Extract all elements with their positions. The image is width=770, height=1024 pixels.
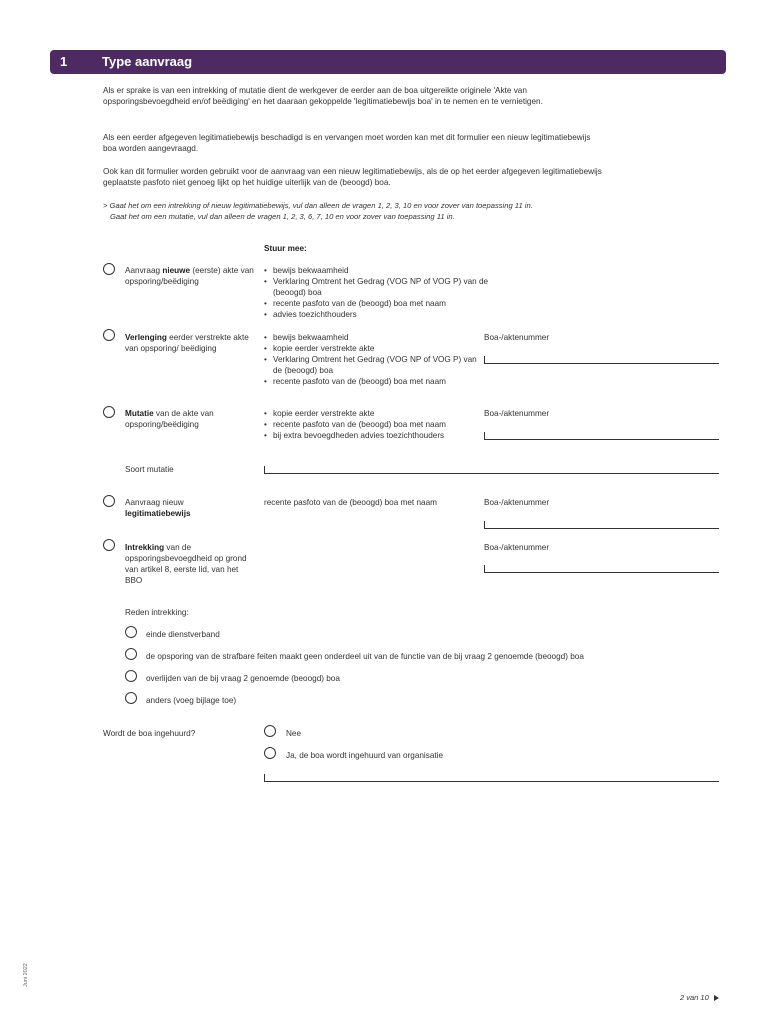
intro-paragraph-1: Als er sprake is van een intrekking of mutatie dient de werkgever de eerder aan de boa uitgereikte originele 'Akte van opsporingsbevoegdheid en/of beëdiging' en het daaraan gekoppelde 'legitimatiebewijs boa' in te nemen en te vernietigen. (103, 86, 543, 106)
radio-mutatie[interactable] (103, 406, 115, 418)
reden-option-label: overlijden van de bij vraag 2 genoemde (beoogd) boa (146, 674, 340, 683)
nieuwe-checklist (264, 265, 504, 320)
verlenging-checklist (264, 332, 479, 387)
option-nieuwe-bold: nieuwe (162, 266, 191, 275)
list-item: • recente pasfoto van de (beoogd) boa met naam (264, 376, 479, 387)
intrekking-aktenummer-field[interactable] (484, 565, 719, 573)
option-verlenging-label (125, 332, 253, 354)
verlenging-aktenummer-label: Boa-/aktenummer (484, 333, 550, 342)
option-verlenging-bold: Verlenging (125, 333, 167, 342)
legitimatie-aktenummer-field[interactable] (484, 521, 719, 529)
option-intrekking-bold: Intrekking (125, 543, 165, 552)
radio-nieuwe-akte[interactable] (103, 263, 115, 275)
option-nieuwe-label (125, 265, 260, 287)
ingehuurd-question: Wordt de boa ingehuurd? (103, 729, 196, 738)
option-intrekking-post: van de opsporingsbevoegdheid op grond van artikel 8, eerste lid, van het BBO (125, 543, 247, 585)
reden-option-label: anders (voeg bijlage toe) (146, 696, 237, 705)
option-legitimatie-bold: legitimatiebewijs (125, 509, 191, 518)
soort-mutatie-field[interactable] (264, 466, 719, 474)
option-legitimatie-pre: Aanvraag nieuw (125, 498, 184, 507)
option-verlenging-post: eerder verstrekte akte van opsporing/ beëdiging (125, 333, 249, 353)
side-date: Juni 2022 (23, 963, 29, 987)
radio-reden-overlijden[interactable] (125, 670, 137, 682)
list-item: • kopie eerder verstrekte akte (264, 343, 479, 354)
section-number: 1 (60, 54, 68, 69)
option-nieuwe-post: (eerste) akte van opsporing/beëdiging (125, 266, 254, 286)
list-item: • kopie eerder verstrekte akte (264, 408, 479, 419)
page-number-text: 2 van 10 (680, 993, 709, 1002)
intro-note-1: > Gaat het om een intrekking of nieuw legitimatiebewijs, vul dan alleen de vragen 1, 2, 3, 10 en voor zover van toepassing 11 in. (103, 201, 533, 210)
radio-ingehuurd-nee[interactable] (264, 725, 276, 737)
radio-verlenging[interactable] (103, 329, 115, 341)
next-page-arrow-icon (714, 995, 719, 1001)
mutatie-checklist (264, 408, 479, 441)
legitimatie-stuur-mee: recente pasfoto van de (beoogd) boa met naam (264, 498, 437, 507)
option-legitimatie-label (125, 497, 260, 519)
list-item: • Verklaring Omtrent het Gedrag (VOG NP of VOG P) van de (beoogd) boa (264, 276, 504, 298)
mutatie-aktenummer-field[interactable] (484, 432, 719, 440)
intrekking-aktenummer-label: Boa-/aktenummer (484, 543, 550, 552)
ingehuurd-ja-label: Ja, de boa wordt ingehuurd van organisatie (286, 751, 444, 760)
option-nieuwe-pre: Aanvraag (125, 266, 163, 275)
intro-paragraph-2: Als een eerder afgegeven legitimatiebewijs beschadigd is en vervangen moet worden kan met dit formulier een nieuw legitimatiebewijs boa worden aangevraagd. (103, 133, 591, 153)
intro-paragraph-3: Ook kan dit formulier worden gebruikt voor de aanvraag van een nieuw legitimatiebewijs, als de op het eerder afgegeven legitimatiebewijs geplaatste pasfoto niet genoeg lijkt op het huidige uiterlijk van de (beoogd) boa. (103, 167, 602, 187)
option-mutatie-label (125, 408, 245, 430)
list-item: • bij extra bevoegdheden advies toezichthouders (264, 430, 479, 441)
radio-reden-anders[interactable] (125, 692, 137, 704)
legitimatie-aktenummer-label: Boa-/aktenummer (484, 498, 550, 507)
intro-note-2: Gaat het om een mutatie, vul dan alleen de vragen 1, 2, 3, 6, 7, 10 en voor zover van toepassing 11 in. (110, 212, 455, 221)
list-item: • recente pasfoto van de (beoogd) boa met naam (264, 419, 479, 430)
reden-option-label: einde dienstverband (146, 630, 220, 639)
radio-ingehuurd-ja[interactable] (264, 747, 276, 759)
verlenging-aktenummer-field[interactable] (484, 356, 719, 364)
list-item: • recente pasfoto van de (beoogd) boa met naam (264, 298, 504, 309)
section-header (50, 50, 726, 74)
option-mutatie-post: van de akte van opsporing/beëdiging (125, 409, 214, 429)
ingehuurd-nee-label: Nee (286, 729, 302, 738)
ingehuurd-organisatie-field[interactable] (264, 774, 719, 782)
radio-reden-einde-dienstverband[interactable] (125, 626, 137, 638)
side-date-wrapper (20, 958, 32, 988)
option-mutatie-bold: Mutatie (125, 409, 154, 418)
list-item: • bewijs bekwaamheid (264, 265, 504, 276)
list-item: • advies toezichthouders (264, 309, 504, 320)
stuur-mee-label: Stuur mee: (264, 244, 307, 253)
radio-nieuw-legitimatiebewijs[interactable] (103, 495, 115, 507)
soort-mutatie-label: Soort mutatie (125, 465, 174, 474)
list-item: • bewijs bekwaamheid (264, 332, 479, 343)
reden-option-label: de opsporing van de strafbare feiten maakt geen onderdeel uit van de functie van de bij vraag 2 genoemde (beoogd) boa (146, 652, 584, 661)
list-item: • Verklaring Omtrent het Gedrag (VOG NP of VOG P) van de (beoogd) boa (264, 354, 479, 376)
mutatie-aktenummer-label: Boa-/aktenummer (484, 409, 550, 418)
section-title: Type aanvraag (102, 54, 193, 69)
radio-reden-opsporing[interactable] (125, 648, 137, 660)
radio-intrekking[interactable] (103, 539, 115, 551)
page-number (680, 993, 719, 1002)
option-intrekking-label (125, 542, 255, 586)
reden-intrekking-label: Reden intrekking: (125, 608, 189, 617)
